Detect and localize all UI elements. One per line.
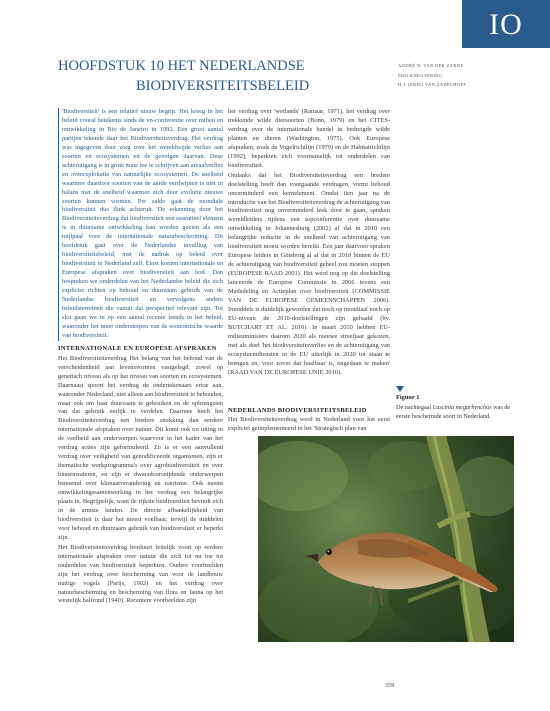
section-heading-dutch-policy: NEDERLANDS BIODIVERSITEITSBELEID — [228, 407, 367, 414]
author-1: ANDRÉ N. VAN DER ZANDE — [398, 63, 464, 68]
nightingale-photo — [258, 436, 514, 642]
paragraph-international-2: Het Biodiversiteitsverdrag borduurt feitelijk voort op eerdere internationale afspraken over natuur die zich tot nu toe tot onderdelen van biodiversiteit beperkten. Oudere voorbeelden zijn het verdrag over bescherming van voor de landbouw nuttige vogels (Parijs, 1902) en het verdrag over natuurbescherming en bescherming van flora en fauna op het westelijk halfrond (1940). Recentere voorbeelden zijn — [58, 543, 223, 605]
chapter-title — [58, 56, 388, 96]
chapter-title-line-1: HOOFDSTUK 10 HET NEDERLANDSE — [58, 58, 305, 74]
figure-caption-post: was de eerste beschermde soort in Nederland. — [396, 404, 511, 420]
paragraph-dutch-policy: Het Biodiversiteitsverdrag werd in Nederland voor het eerst expliciet geïmplementeerd in het 'Strategisch plan van — [228, 416, 390, 432]
chapter-title-line-2: BIODIVERSITEITSBELEID — [136, 78, 310, 94]
section-heading-international: INTERNATIONALE EN EUROPESE AFSPRAKEN — [58, 344, 217, 352]
paragraph-2010-targets: Ondanks dat het Biodiversiteitsverdrag een bredere doelstelling heeft dan voorgaande verdragen, vormt behoud onverminderd een kernelement. Omdat tien jaar na de introductie van het Biodiversiteitsverdrag de achteruitgang van biodiversiteit nog onverminderd leek door te gaan, spraken wereldleiders tijdens een topconferentie over duurzame ontwikkeling in Johannesburg (2002) af dat in 2010 een belangrijke reductie in de snelheid van achteruitgang van biodiversiteit moest worden bereikt. Een jaar daarvoor spraken Europese leiders in Göteborg al af dat in 2010 binnen de EU de achteruitgang van biodiversiteit geheel zou moeten stoppen (EUROPESE RAAD 2001). Het werd nog op die doelstelling lanceerde de Europese Commissie in 2006 tevens een Mededeling en Actieplan over biodiversiteit (COMMISSIE VAN DE EUROPESE GEMEENSCHAPPEN 2006). Inmiddels is duidelijk geworden dat noch op mondiaal noch op EU-niveau de 2010-doelstellingen zijn gehaald (bv. BUTCHART ET AL. 2010). In maart 2010 hebben EU-milieuministers daarom 2020 als nieuwe streefjaar gekozen, met als doel 'het biodiversiteitsverlies en de achteruitgang van ecosysteemdiensten in de EU uiterlijk in 2020 tot staan te brengen en, voor zover dat haalbaar is, ongedaan te maken' (RAAD VAN DE EUROPESE UNIE 2010). — [228, 171, 390, 376]
paragraph-treaties: het verdrag over 'wetlands' (Ramsar, 1971), het verdrag over trekkende wilde diersoorten (Bonn, 1979) en het CITES-verdrag over de internationale handel in bedreigde wilde planten en dieren (Washington, 1975). Ook Europese afspraken, zoals de Vogelrichtlijn (1979) en de Habitatrichtlijn (1992), beperkten zich voornamelijk tot onderdelen van biodiversiteit. — [228, 108, 390, 169]
chapter-number-box — [462, 0, 550, 48]
middle-column — [228, 108, 390, 379]
author-2: EDO KNEGTERING — [398, 72, 443, 78]
intro-paragraph: 'Biodiversiteit' is een relatief nieuw begrip. Het kreeg in het beleid vooral betekenis sinds de vn-conferentie over milieu en ontwikkeling in Rio de Janeiro in 1992. Een groot aantal partijen tekende daar het Biodiversiteitsverdrag. Het verdrag was ingegeven door zorg over het wereldwijde verlies aan soorten en ecosystemen en de gevolgen daarvan. Deze achteruitgang is in grote mate toe te schrijven aan areaalverlies en overexploitatie van natuurlijke ecosystemen. De snelheid waarmee daardoor soorten van de aarde verdwijnen is niet in balans met de snelheid waarmee zich door evolutie nieuwe soorten kunnen vormen. Per saldo gaat de mondiale biodiversiteit dus flink achteruit. De erkenning door het Biodiversiteitsverdrag dat biodiversiteit een essentieel element is in duurzame ontwikkeling kan worden gezien als een mijlpaal voor de internationale natuurbescherming. Dit hoofdstuk gaat over de Nederlandse invulling van biodiversiteitsbeleid, met de nadruk op beleid over biodiversiteit in Nederland zelf. Eerst komen internationale en Europese afspraken over biodiversiteit aan bod. Dan bespreken we onderdelen van het Nederlandse beleid die zich expliciet richten op behoud en duurzaam gebruik van de Nederlandse biodiversiteit en vervolgens andere beleidsterreinen die vanuit dat perspectief relevant zijn. Tot slot gaan we in op een aantal recente trends in het beleid, waaronder het meer onderstrepen van de economische waarde van biodiversiteit. — [58, 108, 223, 341]
paragraph-international-1: Het Biodiversiteitsverdrag Het belang van het behoud van de verscheidenheid aan levensvormen vastgelegd, zowel op genetisch niveau als op het niveau van soorten en ecosystemen. Daarnaast spoort het verdrag de ondertekenaars ertoe aan, waaronder Nederland, niet alleen aan biodiversiteit te behouden, maar ook om haar duurzaam te gebruiken en de opbrengsten van dat gebruik eerlijk te verdelen. Daarmee heeft het Biodiversiteitsverdrag een bredere strekking dan eerdere internationale afspraken over natuur. Dit komt ook tot uiting in de veelheid aan onderwerpen waarvoor in het kader van het verdrag acties zijn geformuleerd. Zo is er een aanvullend verdrag over veiligheid van genodificeerde organismen, zijn er thematische werkprogramma's over agrobiodiversiteit en over binnenwateren, en zijn er dwarsdoorsnijdende onderwerpen benoemd over klimaatverandering en toerisme. Ook neemt ontwikkelingssamenwerking in het verdrag een belangrijke plaats in. Begrijpelijk, want de rijkste biodiversiteit bevindt zich in de armste landen. De directe afhankelijkheid van biodiversiteit is daar het meest voelbaar, terwijl de middelen voor behoud en duurzaam gebruik van biodiversiteit er beperkt zijn. — [58, 354, 223, 541]
figure-caption-species: Luscinia megarhynchos — [432, 404, 492, 411]
figure-label: Figuur 1 — [396, 394, 420, 401]
left-column — [58, 108, 223, 607]
figure-caption-pre: De nachtegaal — [396, 404, 433, 411]
figure-marker-icon — [396, 386, 404, 392]
nightingale-illustration — [258, 436, 514, 642]
author-list — [398, 61, 538, 90]
author-3: H.J. (ERIK) VAN ZADELHOFF — [398, 82, 467, 87]
page-number: 359 — [385, 682, 395, 689]
figure-caption — [396, 404, 526, 421]
chapter-number: IO — [489, 8, 523, 41]
